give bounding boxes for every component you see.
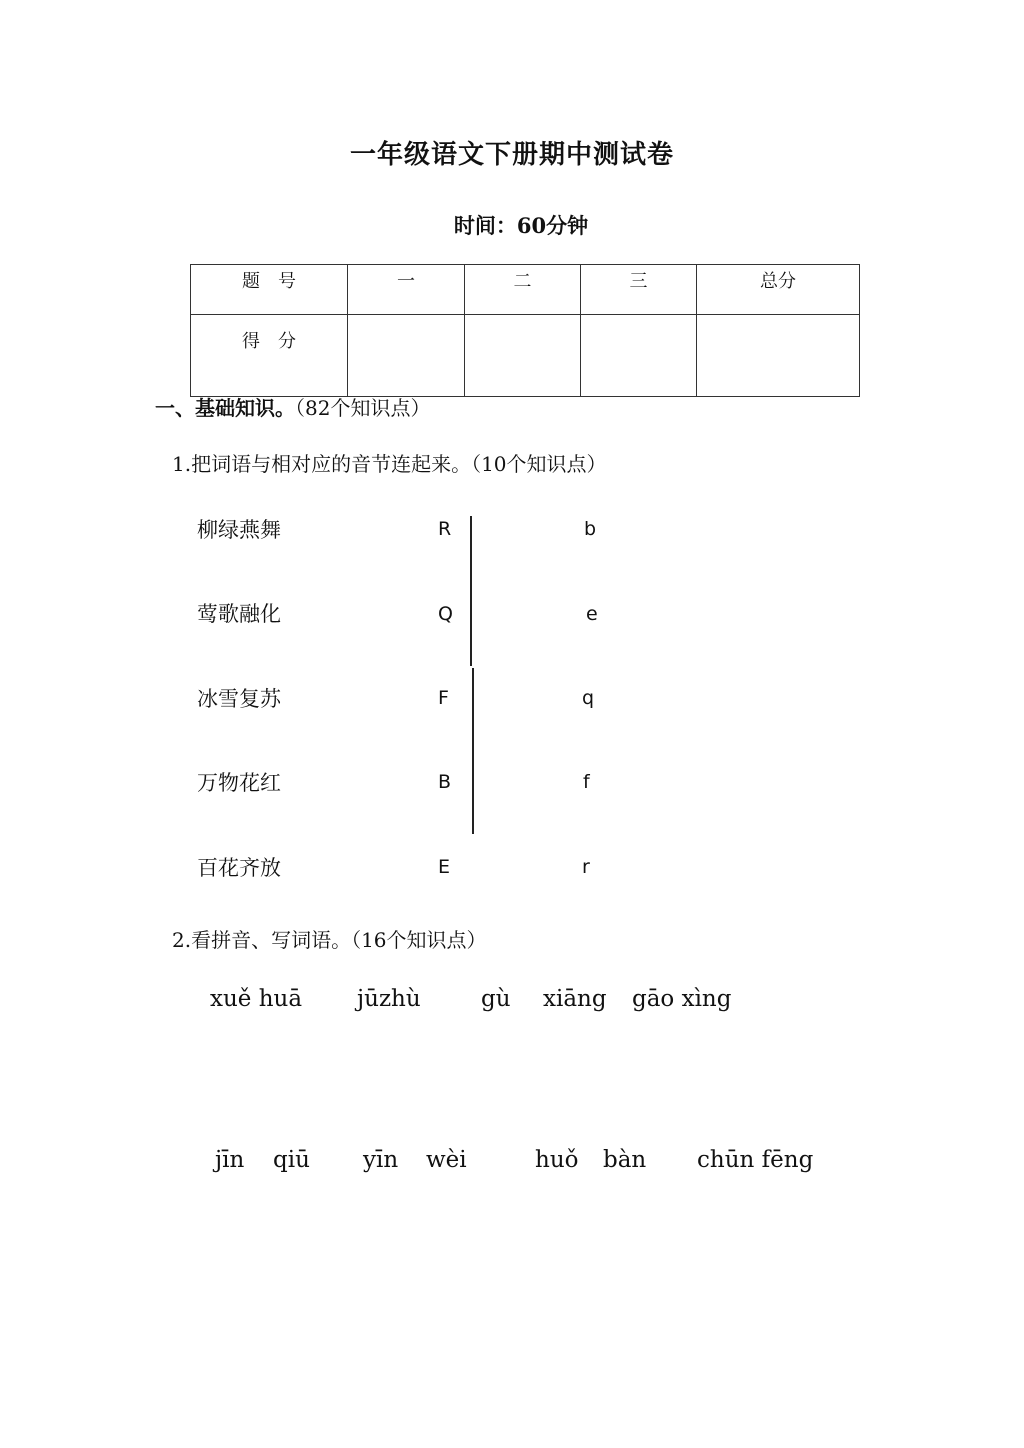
pinyin-word: xiāng: [543, 986, 607, 1012]
score-cell: [697, 315, 860, 397]
score-table: [190, 264, 860, 397]
pinyin-word: gāo xìng: [632, 986, 732, 1012]
section-heading-title: 一、基础知识。: [155, 396, 295, 420]
score-cell: [465, 315, 581, 397]
score-cell: [348, 315, 465, 397]
header-cell: 三: [581, 265, 697, 315]
uppercase-letter: F: [438, 687, 449, 709]
question-2-prompt: 2.看拼音、写词语。（16个知识点）: [172, 928, 487, 952]
lowercase-letter: q: [582, 687, 595, 709]
pinyin-word: chūn fēng: [697, 1147, 814, 1173]
uppercase-letter: R: [438, 518, 452, 540]
header-cell: 一: [348, 265, 465, 315]
pinyin-word: qiū: [273, 1147, 310, 1173]
lowercase-letter: b: [584, 518, 597, 540]
match-word: 万物花红: [197, 771, 281, 795]
score-row-label: 得 分: [191, 315, 348, 397]
lowercase-letter: f: [583, 771, 590, 793]
section-heading-points: （82个知识点）: [295, 396, 431, 420]
uppercase-letter: Q: [438, 603, 453, 625]
pinyin-word: wèi: [426, 1147, 467, 1173]
section-heading: [155, 392, 430, 421]
match-word: 莺歌融化: [197, 602, 281, 626]
pinyin-word: yīn: [363, 1147, 399, 1173]
pinyin-word: xuě huā: [210, 986, 303, 1012]
score-cell: [581, 315, 697, 397]
divider-line: [470, 516, 472, 666]
header-cell: 总分: [697, 265, 860, 315]
score-table-header-row: [191, 265, 860, 315]
uppercase-letter: E: [438, 856, 451, 878]
score-table-score-row: [191, 315, 860, 397]
header-cell: 二: [465, 265, 581, 315]
pinyin-word: huǒ: [535, 1147, 579, 1173]
pinyin-word: jīn: [215, 1147, 245, 1173]
match-word: 柳绿燕舞: [197, 518, 281, 542]
time-label: 时间：60分钟: [453, 213, 589, 238]
page-title: 一年级语文下册期中测试卷: [349, 140, 674, 170]
pinyin-word: jūzhù: [357, 986, 421, 1012]
uppercase-letter: B: [438, 771, 452, 793]
lowercase-letter: r: [582, 856, 590, 878]
header-cell: 题 号: [191, 265, 348, 315]
match-word: 百花齐放: [197, 856, 281, 880]
lowercase-letter: e: [586, 603, 598, 625]
match-word: 冰雪复苏: [197, 687, 281, 711]
pinyin-word: bàn: [603, 1147, 647, 1173]
pinyin-word: gù: [481, 986, 511, 1012]
divider-line: [472, 668, 474, 834]
question-1-prompt: 1.把词语与相对应的音节连起来。（10个知识点）: [172, 452, 607, 476]
